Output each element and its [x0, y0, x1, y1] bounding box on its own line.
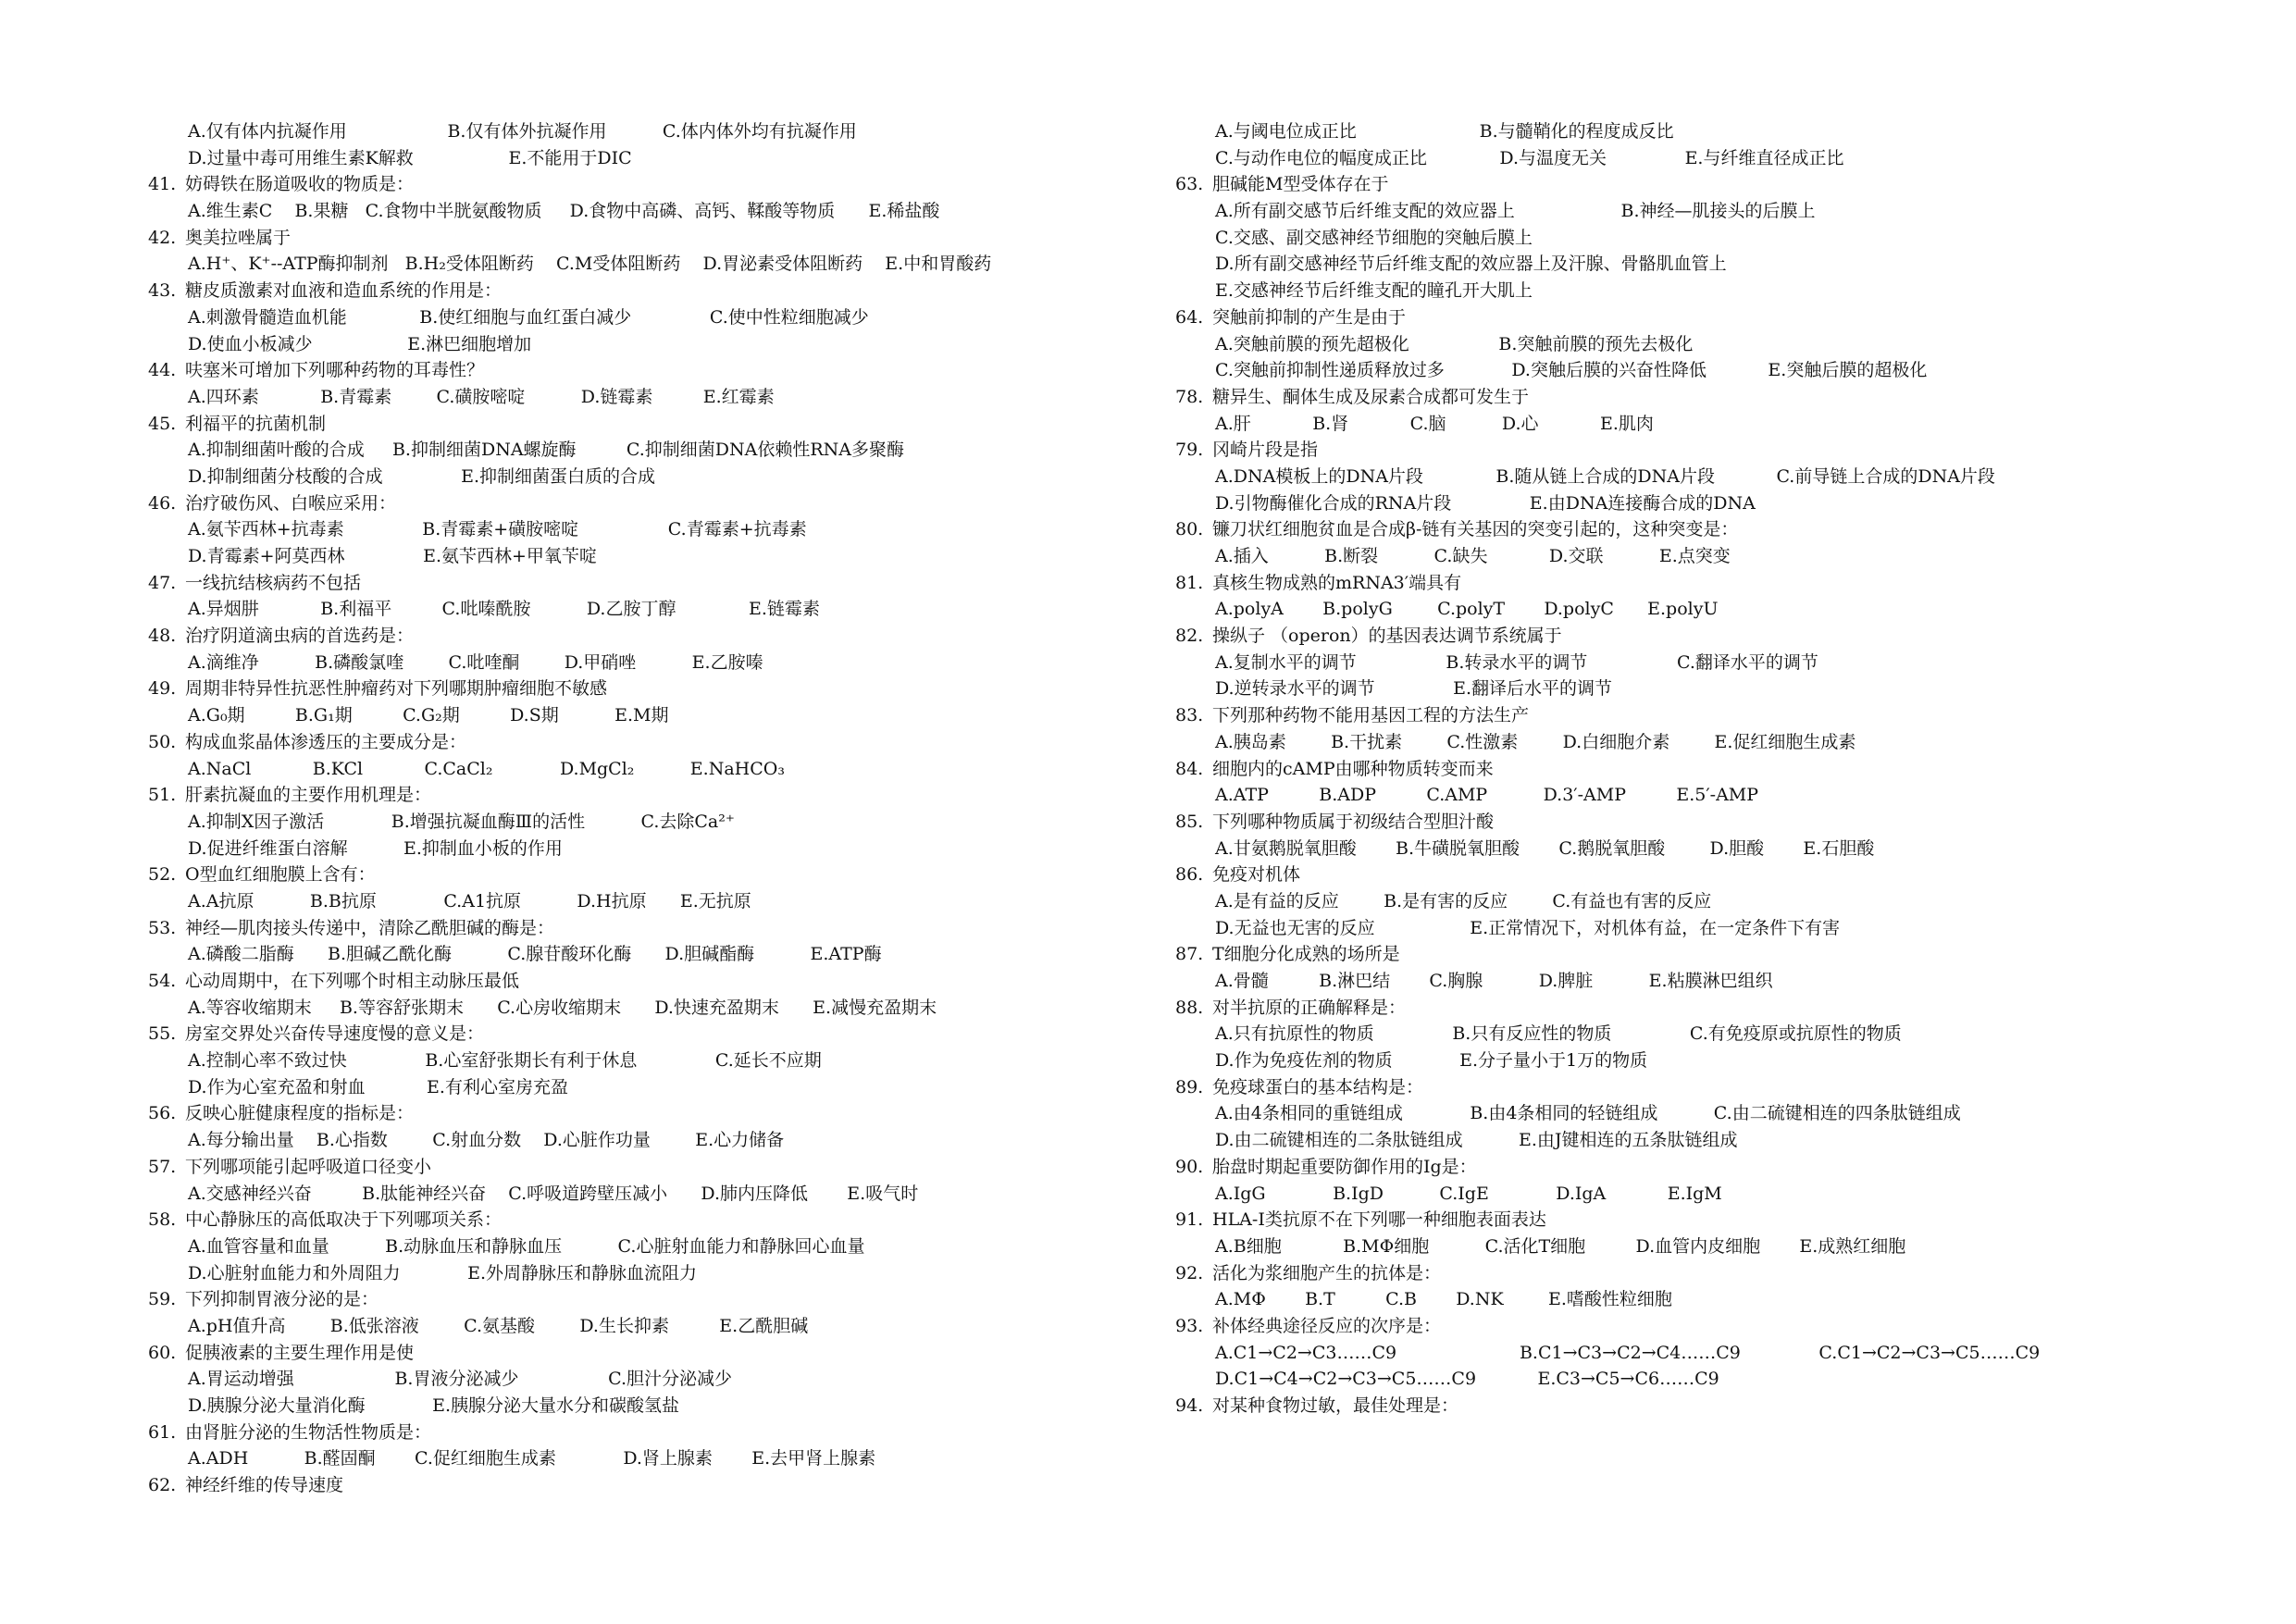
question-text: 反映心脏健康程度的指标是： — [185, 1103, 415, 1124]
question-number: 58. — [148, 1209, 177, 1231]
question-options — [1175, 729, 2203, 756]
question-number: 44. — [148, 360, 177, 381]
question-options — [148, 464, 1129, 490]
question-number: 53. — [148, 917, 177, 938]
question-text: 胎盘时期起重要防御作用的Ig是： — [1212, 1156, 1477, 1177]
question-text: 活化为浆细胞产生的抗体是： — [1212, 1262, 1442, 1283]
question-options — [148, 596, 1129, 623]
question-number: 83. — [1175, 705, 1204, 726]
question-stem — [1175, 1207, 2203, 1233]
question-number: 88. — [1175, 997, 1204, 1018]
question-stem — [1175, 1260, 2203, 1287]
question-options — [1175, 118, 2203, 145]
question-options — [148, 650, 1129, 676]
options-text: A.ATP B.ADP C.AMP D.3′-AMP E.5′-AMP — [1215, 785, 1759, 806]
question-number: 47. — [148, 572, 177, 593]
options-text: A.肝 B.肾 C.脑 D.心 E.肌肉 — [1215, 413, 1654, 434]
options-text: A.抑制X因子激活 B.增强抗凝血酶Ⅲ的活性 C.去除Ca²⁺ — [188, 811, 735, 832]
options-text: A.仅有体内抗凝作用 B.仅有体外抗凝作用 C.体内体外均有抗凝作用 — [188, 121, 857, 142]
options-text: D.心脏射血能力和外周阻力 E.外周静脉压和静脉血流阻力 — [188, 1262, 697, 1283]
question-text: 肝素抗凝血的主要作用机理是： — [185, 785, 432, 806]
question-stem — [1175, 171, 2203, 198]
question-stem — [1175, 570, 2203, 597]
question-options — [148, 941, 1129, 968]
question-stem — [148, 570, 1129, 597]
question-text: 冈崎片段是指 — [1212, 440, 1319, 461]
question-text: 镰刀状红细胞贫血是合成β-链有关基因的突变引起的，这种突变是： — [1212, 519, 1739, 540]
question-options — [148, 145, 1129, 172]
question-stem — [148, 1419, 1129, 1446]
question-stem — [148, 623, 1129, 650]
question-number: 49. — [148, 678, 177, 700]
question-options — [1175, 198, 2203, 225]
question-options — [1175, 1233, 2203, 1260]
question-options — [148, 437, 1129, 464]
question-number: 62. — [148, 1475, 177, 1496]
options-text: A.胰岛素 B.干扰素 C.性激素 D.白细胞介素 E.促红细胞生成素 — [1215, 731, 1856, 752]
options-text: A.刺激骨髓造血机能 B.使红细胞与血红蛋白减少 C.使中性粒细胞减少 — [188, 306, 869, 328]
question-number: 85. — [1175, 811, 1204, 832]
question-number: 92. — [1175, 1262, 1204, 1283]
question-options — [1175, 1366, 2203, 1393]
question-text: 一线抗结核病药不包括 — [185, 572, 362, 593]
question-options — [1175, 278, 2203, 304]
options-text: A.突触前膜的预先超极化 B.突触前膜的预先去极化 — [1215, 333, 1694, 354]
options-text: A.等容收缩期末 B.等容舒张期末 C.心房收缩期末 D.快速充盈期末 E.减慢充盈期末 — [188, 997, 937, 1018]
question-number: 87. — [1175, 944, 1204, 965]
question-stem — [1175, 623, 2203, 650]
question-text: 操纵子 （operon）的基因表达调节系统属于 — [1212, 626, 1562, 647]
question-text: 周期非特异性抗恶性肿瘤药对下列哪期肿瘤细胞不敏感 — [185, 678, 608, 700]
question-options — [1175, 1286, 2203, 1313]
question-options — [148, 702, 1129, 729]
question-text: 下列哪种物质属于初级结合型胆汁酸 — [1212, 811, 1495, 832]
options-text: C.交感、副交感神经节细胞的突触后膜上 — [1215, 227, 1533, 248]
question-text: 糖皮质激素对血液和造血系统的作用是： — [185, 280, 503, 302]
question-options — [1175, 225, 2203, 252]
question-options — [148, 836, 1129, 862]
options-text: A.交感神经兴奋 B.肽能神经兴奋 C.呼吸道跨壁压减小 D.肺内压降低 E.吸气时 — [188, 1183, 919, 1204]
right-column — [1175, 118, 2203, 1419]
question-number: 91. — [1175, 1209, 1204, 1231]
question-options — [1175, 357, 2203, 384]
options-text: A.滴维净 B.磷酸氯喹 C.吡喹酮 D.甲硝唑 E.乙胺嗪 — [188, 651, 763, 673]
question-options — [148, 809, 1129, 836]
question-options — [148, 384, 1129, 411]
question-number: 50. — [148, 731, 177, 752]
question-options — [148, 756, 1129, 783]
question-options — [1175, 1021, 2203, 1048]
question-number: 41. — [148, 174, 177, 195]
question-text: 细胞内的cAMP由哪种物质转变而来 — [1212, 758, 1494, 779]
question-text: 心动周期中，在下列哪个时相主动脉压最低 — [185, 971, 520, 991]
options-text: A.异烟肼 B.利福平 C.吡嗪酰胺 D.乙胺丁醇 E.链霉素 — [188, 599, 820, 620]
question-options — [1175, 650, 2203, 676]
question-number: 81. — [1175, 572, 1204, 593]
question-options — [1175, 968, 2203, 995]
options-text: A.抑制细菌叶酸的合成 B.抑制细菌DNA螺旋酶 C.抑制细菌DNA依赖性RNA多聚酶 — [188, 440, 905, 461]
question-stem — [148, 1472, 1129, 1499]
question-text: 构成血浆晶体渗透压的主要成分是： — [185, 731, 467, 752]
question-options — [1175, 782, 2203, 809]
question-options — [148, 304, 1129, 331]
question-text: 下列哪项能引起呼吸道口径变小 — [185, 1156, 432, 1177]
question-number: 48. — [148, 626, 177, 647]
question-number: 55. — [148, 1023, 177, 1045]
question-options — [1175, 1181, 2203, 1208]
question-stem — [148, 782, 1129, 809]
options-text: A.氨苄西林+抗毒素 B.青霉素+磺胺嘧啶 C.青霉素+抗毒素 — [188, 519, 807, 540]
options-text: A.甘氨鹅脱氧胆酸 B.牛磺脱氧胆酸 C.鹅脱氧胆酸 D.胆酸 E.石胆酸 — [1215, 837, 1875, 859]
question-stem — [148, 862, 1129, 888]
question-number: 57. — [148, 1156, 177, 1177]
question-text: 神经纤维的传导速度 — [185, 1475, 344, 1496]
options-text: D.C1→C4→C2→C3→C5……C9 E.C3→C5→C6……C9 — [1215, 1369, 1719, 1390]
question-stem — [1175, 437, 2203, 464]
options-text: A.ADH B.醛固酮 C.促红细胞生成素 D.肾上腺素 E.去甲肾上腺素 — [188, 1448, 876, 1469]
options-text: A.G₀期 B.G₁期 C.G₂期 D.S期 E.M期 — [188, 705, 669, 726]
question-number: 42. — [148, 227, 177, 248]
options-text: A.polyA B.polyG C.polyT D.polyC E.polyU — [1215, 599, 1719, 620]
question-number: 46. — [148, 492, 177, 514]
question-stem — [1175, 809, 2203, 836]
question-options — [148, 1366, 1129, 1393]
question-text: 神经—肌肉接头传递中，清除乙酰胆碱的酶是： — [185, 917, 555, 938]
question-options — [1175, 596, 2203, 623]
question-text: T细胞分化成熟的场所是 — [1212, 944, 1400, 965]
options-text: A.由4条相同的重链组成 B.由4条相同的轻链组成 C.由二硫键相连的四条肽链组成 — [1215, 1103, 1961, 1124]
question-number: 82. — [1175, 626, 1204, 647]
question-options — [148, 1127, 1129, 1154]
options-text: D.抑制细菌分枝酸的合成 E.抑制细菌蛋白质的合成 — [188, 465, 656, 487]
question-options — [1175, 490, 2203, 517]
question-stem — [148, 278, 1129, 304]
question-stem — [148, 1021, 1129, 1048]
options-text: A.A抗原 B.B抗原 C.A1抗原 D.H抗原 E.无抗原 — [188, 890, 751, 911]
question-stem — [148, 357, 1129, 384]
question-options — [1175, 836, 2203, 862]
options-text: D.无益也无害的反应 E.正常情况下，对机体有益，在一定条件下有害 — [1215, 917, 1841, 938]
options-text: D.青霉素+阿莫西林 E.氨苄西林+甲氧苄啶 — [188, 546, 597, 566]
question-text: 糖异生、酮体生成及尿素合成都可发生于 — [1212, 386, 1530, 407]
question-text: O型血红细胞膜上含有： — [185, 864, 376, 886]
options-text: A.DNA模板上的DNA片段 B.随从链上合成的DNA片段 C.前导链上合成的DNA片段 — [1215, 465, 1995, 487]
question-number: 63. — [1175, 174, 1204, 195]
question-number: 89. — [1175, 1076, 1204, 1097]
question-text: 对半抗原的正确解释是： — [1212, 997, 1407, 1018]
options-text: D.作为免疫佐剂的物质 E.分子量小于1万的物质 — [1215, 1050, 1648, 1072]
question-stem — [1175, 1074, 2203, 1101]
question-text: 奥美拉唑属于 — [185, 227, 292, 248]
question-text: 呋塞米可增加下列哪种药物的耳毒性？ — [185, 360, 485, 381]
question-text: 对某种食物过敏，最佳处理是： — [1212, 1395, 1459, 1416]
question-stem — [148, 676, 1129, 702]
question-stem — [1175, 1154, 2203, 1181]
question-stem — [148, 915, 1129, 942]
question-number: 59. — [148, 1289, 177, 1310]
question-options — [148, 995, 1129, 1022]
left-column — [148, 118, 1129, 1499]
question-options — [1175, 543, 2203, 570]
question-text: 免疫对机体 — [1212, 864, 1301, 886]
options-text: A.血管容量和血量 B.动脉血压和静脉血压 C.心脏射血能力和静脉回心血量 — [188, 1235, 865, 1257]
options-text: D.作为心室充盈和射血 E.有利心室房充盈 — [188, 1076, 568, 1097]
question-stem — [148, 1100, 1129, 1127]
question-stem — [148, 490, 1129, 517]
question-stem — [148, 1154, 1129, 1181]
options-text: A.MΦ B.T C.B D.NK E.嗜酸性粒细胞 — [1215, 1289, 1672, 1310]
question-options — [1175, 1100, 2203, 1127]
options-text: C.突触前抑制性递质释放过多 D.突触后膜的兴奋性降低 E.突触后膜的超极化 — [1215, 360, 1928, 381]
question-stem — [1175, 1313, 2203, 1340]
options-text: D.逆转录水平的调节 E.翻译后水平的调节 — [1215, 678, 1613, 700]
question-options — [148, 1233, 1129, 1260]
question-options — [1175, 676, 2203, 702]
question-stem — [1175, 516, 2203, 543]
question-stem — [148, 729, 1129, 756]
question-options — [148, 118, 1129, 145]
question-stem — [1175, 756, 2203, 783]
question-options — [1175, 251, 2203, 278]
question-text: 由肾脏分泌的生物活性物质是： — [185, 1421, 432, 1443]
question-stem — [1175, 941, 2203, 968]
question-number: 78. — [1175, 386, 1204, 407]
question-text: 突触前抑制的产生是由于 — [1212, 306, 1407, 328]
question-stem — [1175, 1393, 2203, 1419]
question-text: 下列那种药物不能用基因工程的方法生产 — [1212, 705, 1530, 726]
question-text: 妨碍铁在肠道吸收的物质是： — [185, 174, 415, 195]
question-stem — [1175, 702, 2203, 729]
question-text: 免疫球蛋白的基本结构是： — [1212, 1076, 1424, 1097]
question-text: HLA-I类抗原不在下列哪一种细胞表面表达 — [1212, 1209, 1546, 1231]
options-text: A.NaCl B.KCl C.CaCl₂ D.MgCl₂ E.NaHCO₃ — [188, 758, 785, 779]
question-number: 93. — [1175, 1315, 1204, 1336]
question-stem — [1175, 995, 2203, 1022]
options-text: D.过量中毒可用维生素K解救 E.不能用于DIC — [188, 147, 632, 168]
question-text: 治疗破伤风、白喉应采用： — [185, 492, 397, 514]
question-stem — [1175, 304, 2203, 331]
question-stem — [148, 225, 1129, 252]
question-options — [148, 251, 1129, 278]
options-text: D.引物酶催化合成的RNA片段 E.由DNA连接酶合成的DNA — [1215, 492, 1756, 514]
question-stem — [1175, 862, 2203, 888]
question-number: 45. — [148, 413, 177, 434]
question-number: 56. — [148, 1103, 177, 1124]
question-options — [1175, 331, 2203, 358]
options-text: A.IgG B.IgD C.IgE D.IgA E.IgM — [1215, 1183, 1722, 1204]
options-text: A.H⁺、K⁺--ATP酶抑制剂 B.H₂受体阻断药 C.M受体阻断药 D.胃泌素受体阻断药 E.中和胃酸药 — [188, 254, 992, 275]
options-text: A.是有益的反应 B.是有害的反应 C.有益也有害的反应 — [1215, 890, 1712, 911]
question-text: 下列抑制胃液分泌的是： — [185, 1289, 379, 1310]
question-text: 利福平的抗菌机制 — [185, 413, 327, 434]
question-text: 中心静脉压的高低取决于下列哪项关系： — [185, 1209, 503, 1231]
options-text: A.磷酸二脂酶 B.胆碱乙酰化酶 C.腺苷酸环化酶 D.胆碱酯酶 E.ATP酶 — [188, 944, 882, 965]
question-stem — [1175, 384, 2203, 411]
options-text: A.四环素 B.青霉素 C.磺胺嘧啶 D.链霉素 E.红霉素 — [188, 386, 775, 407]
question-options — [1175, 411, 2203, 438]
question-text: 房室交界处兴奋传导速度慢的意义是： — [185, 1023, 485, 1045]
question-number: 61. — [148, 1421, 177, 1443]
options-text: E.交感神经节后纤维支配的瞳孔开大肌上 — [1215, 280, 1533, 302]
options-text: A.胃运动增强 B.胃液分泌减少 C.胆汁分泌减少 — [188, 1369, 733, 1390]
question-options — [1175, 915, 2203, 942]
options-text: A.骨髓 B.淋巴结 C.胸腺 D.脾脏 E.粘膜淋巴组织 — [1215, 971, 1773, 991]
question-text: 真核生物成熟的mRNA3′端具有 — [1212, 572, 1462, 593]
question-number: 60. — [148, 1342, 177, 1363]
options-text: A.C1→C2→C3……C9 B.C1→C3→C2→C4……C9 C.C1→C2→C3→C5……C9 — [1215, 1342, 2041, 1363]
question-text: 补体经典途径反应的次序是： — [1212, 1315, 1442, 1336]
question-options — [1175, 464, 2203, 490]
question-text: 治疗阴道滴虫病的首选药是： — [185, 626, 415, 647]
question-options — [1175, 1048, 2203, 1074]
options-text: D.促进纤维蛋白溶解 E.抑制血小板的作用 — [188, 837, 563, 859]
question-number: 64. — [1175, 306, 1204, 328]
options-text: A.只有抗原性的物质 B.只有反应性的物质 C.有免疫原或抗原性的物质 — [1215, 1023, 1902, 1045]
options-text: A.所有副交感节后纤维支配的效应器上 B.神经—肌接头的后膜上 — [1215, 201, 1816, 222]
question-options — [148, 198, 1129, 225]
question-text: 胆碱能M型受体存在于 — [1212, 174, 1389, 195]
question-options — [148, 1181, 1129, 1208]
question-stem — [148, 1207, 1129, 1233]
question-options — [148, 543, 1129, 570]
options-text: D.所有副交感神经节后纤维支配的效应器上及汗腺、骨骼肌血管上 — [1215, 254, 1727, 275]
question-number: 52. — [148, 864, 177, 886]
options-text: A.B细胞 B.MΦ细胞 C.活化T细胞 D.血管内皮细胞 E.成熟红细胞 — [1215, 1235, 1906, 1257]
question-options — [148, 1260, 1129, 1287]
question-stem — [148, 968, 1129, 995]
question-number: 86. — [1175, 864, 1204, 886]
question-stem — [148, 411, 1129, 438]
question-stem — [148, 171, 1129, 198]
question-options — [148, 1074, 1129, 1101]
question-options — [148, 1048, 1129, 1074]
question-stem — [148, 1286, 1129, 1313]
options-text: D.由二硫键相连的二条肽链组成 E.由J键相连的五条肽链组成 — [1215, 1130, 1738, 1151]
question-options — [1175, 145, 2203, 172]
question-options — [148, 888, 1129, 915]
question-options — [148, 1393, 1129, 1419]
question-options — [148, 1445, 1129, 1472]
options-text: C.与动作电位的幅度成正比 D.与温度无关 E.与纤维直径成正比 — [1215, 147, 1844, 168]
question-number: 79. — [1175, 440, 1204, 461]
question-options — [148, 331, 1129, 358]
question-number: 94. — [1175, 1395, 1204, 1416]
question-options — [1175, 888, 2203, 915]
options-text: A.控制心率不致过快 B.心室舒张期长有利于休息 C.延长不应期 — [188, 1050, 822, 1072]
options-text: D.使血小板减少 E.淋巴细胞增加 — [188, 333, 532, 354]
question-number: 80. — [1175, 519, 1204, 540]
options-text: A.pH值升高 B.低张溶液 C.氨基酸 D.生长抑素 E.乙酰胆碱 — [188, 1315, 809, 1336]
question-options — [1175, 1127, 2203, 1154]
options-text: A.插入 B.断裂 C.缺失 D.交联 E.点突变 — [1215, 546, 1731, 566]
question-number: 84. — [1175, 758, 1204, 779]
question-text: 促胰液素的主要生理作用是使 — [185, 1342, 415, 1363]
question-number: 90. — [1175, 1156, 1204, 1177]
question-options — [148, 516, 1129, 543]
question-options — [148, 1313, 1129, 1340]
question-number: 54. — [148, 971, 177, 991]
question-options — [1175, 1340, 2203, 1367]
options-text: A.每分输出量 B.心指数 C.射血分数 D.心脏作功量 E.心力储备 — [188, 1130, 785, 1151]
question-number: 43. — [148, 280, 177, 302]
options-text: D.胰腺分泌大量消化酶 E.胰腺分泌大量水分和碳酸氢盐 — [188, 1395, 679, 1416]
question-number: 51. — [148, 785, 177, 806]
options-text: A.复制水平的调节 B.转录水平的调节 C.翻译水平的调节 — [1215, 651, 1818, 673]
options-text: A.维生素C B.果糖 C.食物中半胱氨酸物质 D.食物中高磷、高钙、鞣酸等物质 E.稀盐酸 — [188, 201, 940, 222]
options-text: A.与阈电位成正比 B.与髓鞘化的程度成反比 — [1215, 121, 1674, 142]
question-stem — [148, 1340, 1129, 1367]
